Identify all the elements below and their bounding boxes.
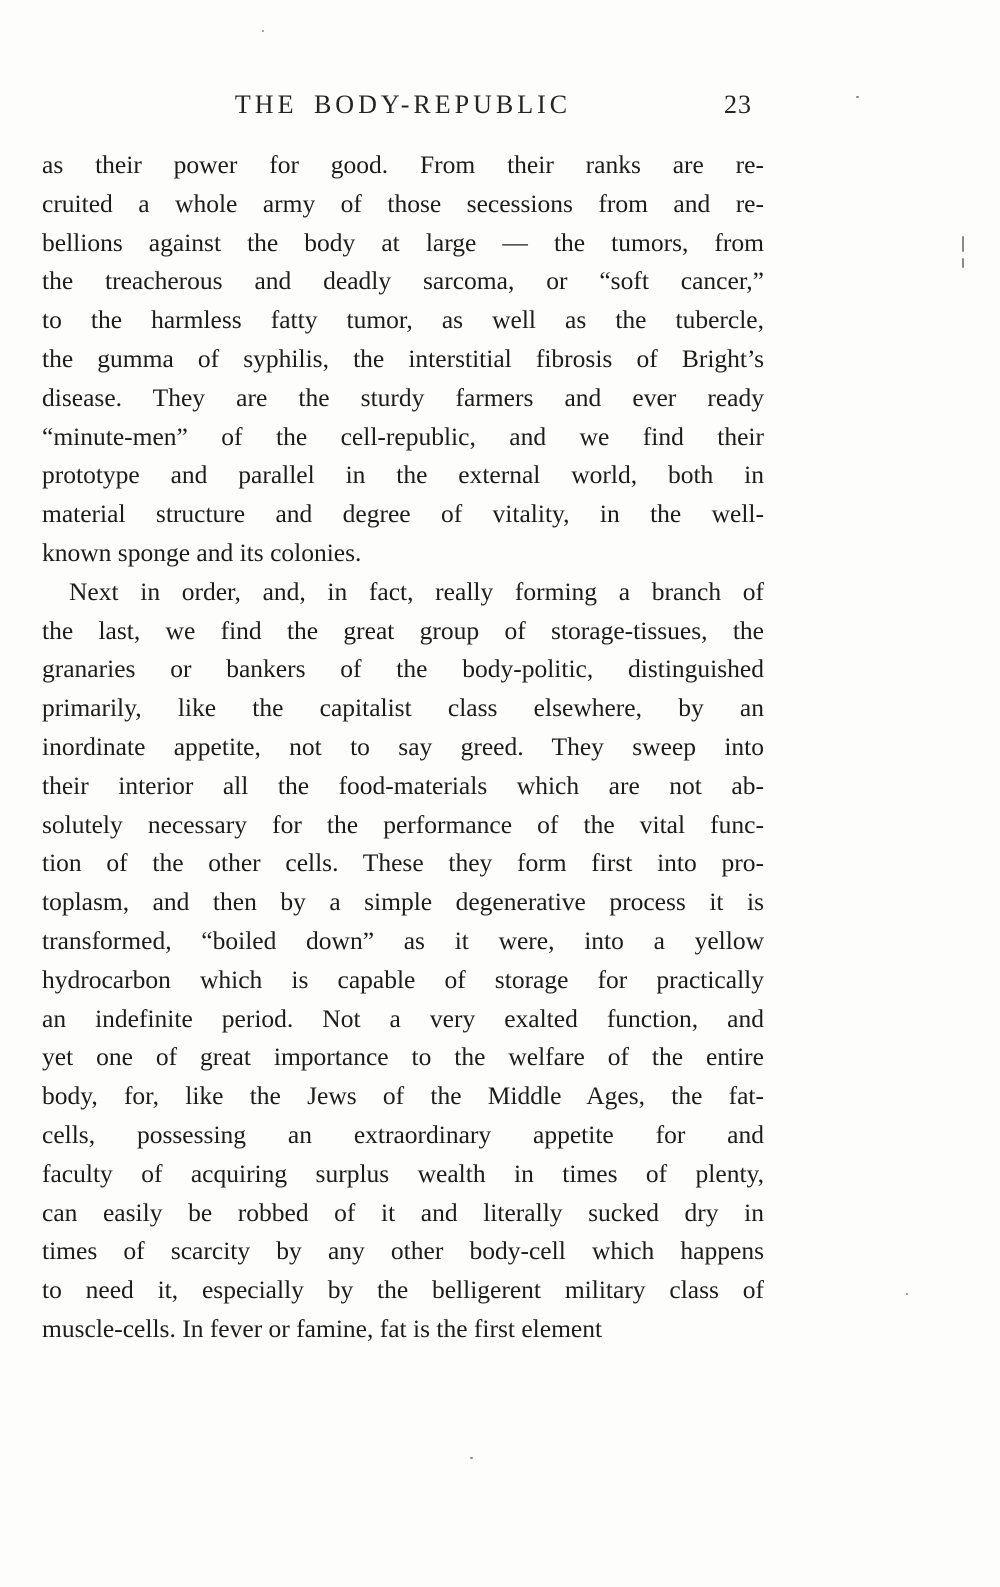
text-line: primarily, like the capitalist class elsewhere, by an (42, 693, 764, 723)
text-line: tion of the other cells. These they form first into pro- (42, 848, 764, 878)
text-line: “minute-men” of the cell-republic, and we find their (42, 421, 764, 451)
text-line: times of scarcity by any other body-cell which happens (42, 1236, 764, 1266)
text-line: cruited a whole army of those secessions from and re- (42, 188, 764, 218)
scan-artifact-mark (962, 258, 964, 268)
text-line: cells, possessing an extraordinary appetite for and (42, 1119, 764, 1149)
text-line: material structure and degree of vitality, in the well- (42, 499, 764, 529)
page-header (42, 90, 764, 124)
text-line: solutely necessary for the performance of the vital func- (42, 809, 764, 839)
scan-artifact-dot (856, 96, 859, 98)
text-line: Next in order, and, in fact, really forming a branch of (69, 576, 764, 606)
text-line: the treacherous and deadly sarcoma, or “soft cancer,” (42, 266, 764, 296)
text-line: an indefinite period. Not a very exalted function, and (42, 1003, 764, 1033)
scan-artifact-mark (962, 236, 964, 252)
text-line: to need it, especially by the belligerent military class of (42, 1275, 764, 1305)
text-line: disease. They are the sturdy farmers and ever ready (42, 382, 764, 412)
text-line: inordinate appetite, not to say greed. They sweep into (42, 731, 764, 761)
text-line: the last, we find the great group of storage-tissues, the (42, 615, 764, 645)
scan-artifact-dot (906, 1293, 908, 1295)
text-line: bellions against the body at large — the tumors, from (42, 227, 764, 257)
scan-artifact-dot (262, 30, 264, 32)
text-block (42, 146, 764, 1349)
text-line: their interior all the food-materials which are not ab- (42, 770, 764, 800)
text-line: as their power for good. From their ranks are re- (42, 150, 764, 179)
text-line: the gumma of syphilis, the interstitial fibrosis of Bright’s (42, 343, 764, 373)
text-line: granaries or bankers of the body-politic, distinguished (42, 654, 764, 684)
text-line: can easily be robbed of it and literally sucked dry in (42, 1197, 764, 1227)
text-line: hydrocarbon which is capable of storage for practically (42, 964, 764, 994)
running-title: THE BODY-REPUBLIC (234, 90, 572, 119)
text-line: to the harmless fatty tumor, as well as the tubercle, (42, 305, 764, 335)
page-number: 23 (724, 90, 752, 119)
text-line: yet one of great importance to the welfare of the entire (42, 1042, 764, 1072)
paragraph (42, 146, 764, 573)
scan-artifact-dot (470, 1457, 473, 1459)
text-line: prototype and parallel in the external world, both in (42, 460, 764, 490)
paragraph (42, 573, 764, 1349)
text-line: toplasm, and then by a simple degenerative process it is (42, 887, 764, 917)
text-line: known sponge and its colonies. (42, 537, 362, 567)
text-line: faculty of acquiring surplus wealth in times of plenty, (42, 1158, 764, 1188)
text-line: body, for, like the Jews of the Middle Ages, the fat- (42, 1081, 764, 1111)
text-line: muscle-cells. In fever or famine, fat is the first element (42, 1313, 603, 1343)
text-line: transformed, “boiled down” as it were, into a yellow (42, 925, 764, 955)
